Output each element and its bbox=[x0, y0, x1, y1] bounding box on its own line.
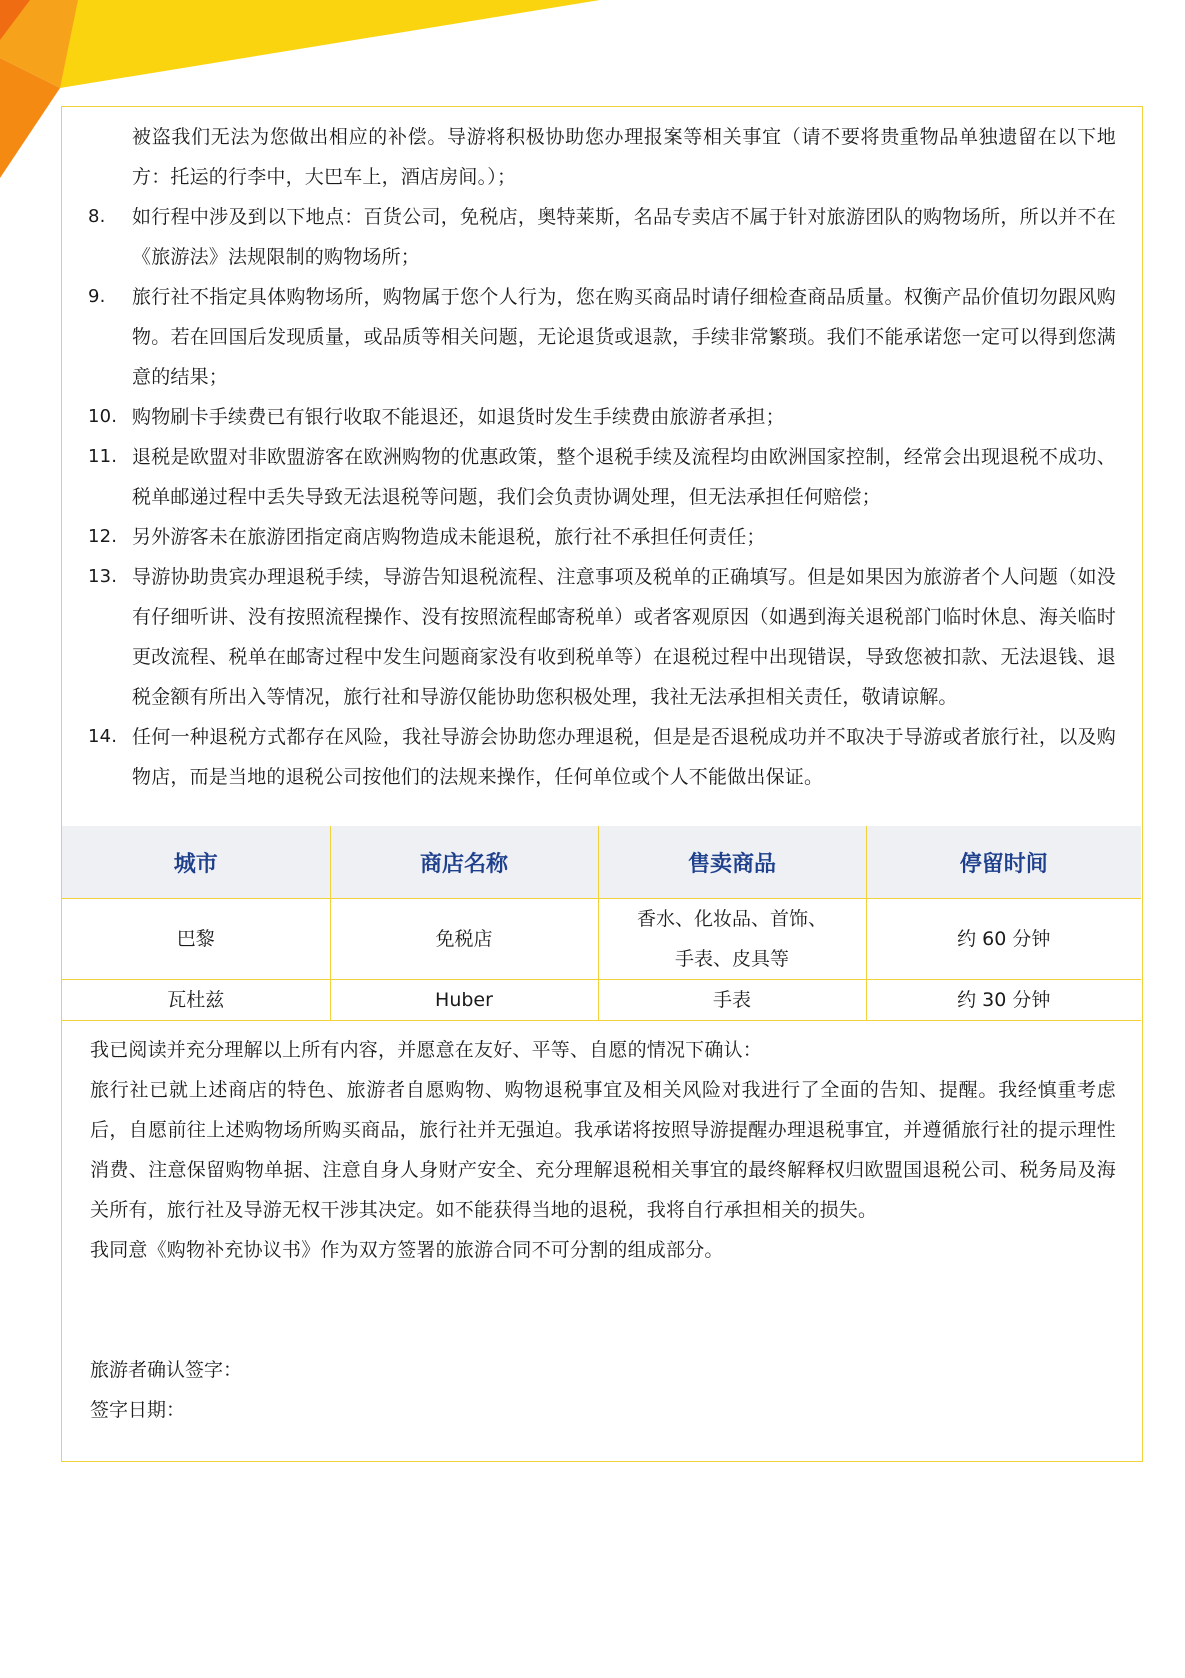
list-item-number: 10. bbox=[88, 406, 118, 427]
list-item-text: 旅行社不指定具体购物场所，购物属于您个人行为，您在购买商品时请仔细检查商品质量。权衡产品价值切勿跟风购物。若在回国后发现质量，或品质等相关问题，无论退货或退款，手续非常繁琐。我们不能承诺您一定可以得到您满意的结果； bbox=[132, 286, 1116, 388]
cell-city: 巴黎 bbox=[62, 899, 330, 980]
cell-goods: 手表 bbox=[598, 980, 866, 1021]
shop-table bbox=[62, 826, 1141, 1021]
list-item-text: 另外游客未在旅游团指定商店购物造成未能退税，旅行社不承担任何责任； bbox=[132, 526, 766, 548]
table-row bbox=[62, 980, 1141, 1021]
confirm-intro: 我已阅读并充分理解以上所有内容，并愿意在友好、平等、自愿的情况下确认： bbox=[90, 1039, 763, 1061]
header-shop-name: 商店名称 bbox=[330, 826, 598, 899]
yellow-ribbon-shape bbox=[0, 0, 600, 88]
cell-time: 约 60 分钟 bbox=[866, 899, 1141, 980]
list-item-text: 任何一种退税方式都存在风险，我社导游会协助您办理退税，但是是否退税成功并不取决于导游或者旅行社，以及购物店，而是当地的退税公司按他们的法规来操作，任何单位或个人不能做出保证。 bbox=[132, 726, 1116, 788]
list-item-number: 14. bbox=[88, 726, 118, 747]
cell-time: 约 30 分钟 bbox=[866, 980, 1141, 1021]
cell-shop: Huber bbox=[330, 980, 598, 1021]
list-item-text: 被盗我们无法为您做出相应的补偿。导游将积极协助您办理报案等相关事宜（请不要将贵重物品单独遗留在以下地方：托运的行李中，大巴车上，酒店房间。）； bbox=[132, 126, 1116, 188]
table-row bbox=[62, 899, 1141, 980]
cell-goods-line: 香水、化妆品、首饰、 bbox=[636, 908, 827, 930]
cell-city: 瓦杜兹 bbox=[62, 980, 330, 1021]
list-item-text: 购物刷卡手续费已有银行收取不能退还，如退货时发生手续费由旅游者承担； bbox=[132, 406, 785, 428]
header-goods: 售卖商品 bbox=[598, 826, 866, 899]
confirmation-text bbox=[90, 1030, 1116, 1270]
list-item bbox=[62, 517, 1144, 557]
list-item-text: 导游协助贵宾办理退税手续，导游告知退税流程、注意事项及税单的正确填写。但是如果因为旅游者个人问题（如没有仔细听讲、没有按照流程操作、没有按照流程邮寄税单）或者客观原因（如遇到海关退税部门临时休息、海关临时更改流程、税单在邮寄过程中发生问题商家没有收到税单等）在退税过程中出现错误，导致您被扣款、无法退钱、退税金额有所出入等情况，旅行社和导游仅能协助您积极处理，我社无法承担相关责任，敬请谅解。 bbox=[132, 566, 1116, 708]
cell-shop: 免税店 bbox=[330, 899, 598, 980]
signature-date-label: 签字日期： bbox=[90, 1399, 186, 1421]
list-item-number: 9. bbox=[88, 286, 106, 307]
header-city: 城市 bbox=[62, 826, 330, 899]
signature-label: 旅游者确认签字： bbox=[90, 1359, 243, 1381]
list-item-number: 13. bbox=[88, 566, 118, 587]
list-item bbox=[62, 717, 1144, 797]
header-stay-time: 停留时间 bbox=[866, 826, 1141, 899]
table-header-row bbox=[62, 826, 1141, 899]
confirm-agreement: 我同意《购物补充协议书》作为双方签署的旅游合同不可分割的组成部分。 bbox=[90, 1239, 724, 1261]
list-item bbox=[62, 197, 1144, 277]
list-item bbox=[62, 397, 1144, 437]
list-item bbox=[62, 437, 1144, 517]
list-item-text: 如行程中涉及到以下地点：百货公司，免税店，奥特莱斯，名品专卖店不属于针对旅游团队的购物场所，所以并不在《旅游法》法规限制的购物场所； bbox=[132, 206, 1116, 268]
agreement-content-box bbox=[61, 106, 1143, 1462]
list-item bbox=[62, 277, 1144, 397]
list-item bbox=[62, 557, 1144, 717]
list-item-number: 11. bbox=[88, 446, 118, 467]
list-item bbox=[62, 117, 1144, 197]
cell-goods bbox=[598, 899, 866, 980]
list-item-number: 8. bbox=[88, 206, 106, 227]
list-item-text: 退税是欧盟对非欧盟游客在欧洲购物的优惠政策，整个退税手续及流程均由欧洲国家控制，经常会出现退税不成功、税单邮递过程中丢失导致无法退税等问题，我们会负责协调处理，但无法承担任何赔偿； bbox=[132, 446, 1116, 508]
cell-goods-line: 手表、皮具等 bbox=[674, 948, 789, 970]
notes-list bbox=[62, 117, 1144, 797]
confirm-body: 旅行社已就上述商店的特色、旅游者自愿购物、购物退税事宜及相关风险对我进行了全面的告知、提醒。我经慎重考虑后，自愿前往上述购物场所购买商品，旅行社并无强迫。我承诺将按照导游提醒办理退税事宜，并遵循旅行社的提示理性消费、注意保留购物单据、注意自身人身财产安全、充分理解退税相关事宜的最终解释权归欧盟国退税公司、税务局及海关所有，旅行社及导游无权干涉其决定。如不能获得当地的退税，我将自行承担相关的损失。 bbox=[90, 1079, 1116, 1221]
list-item-number: 12. bbox=[88, 526, 118, 547]
